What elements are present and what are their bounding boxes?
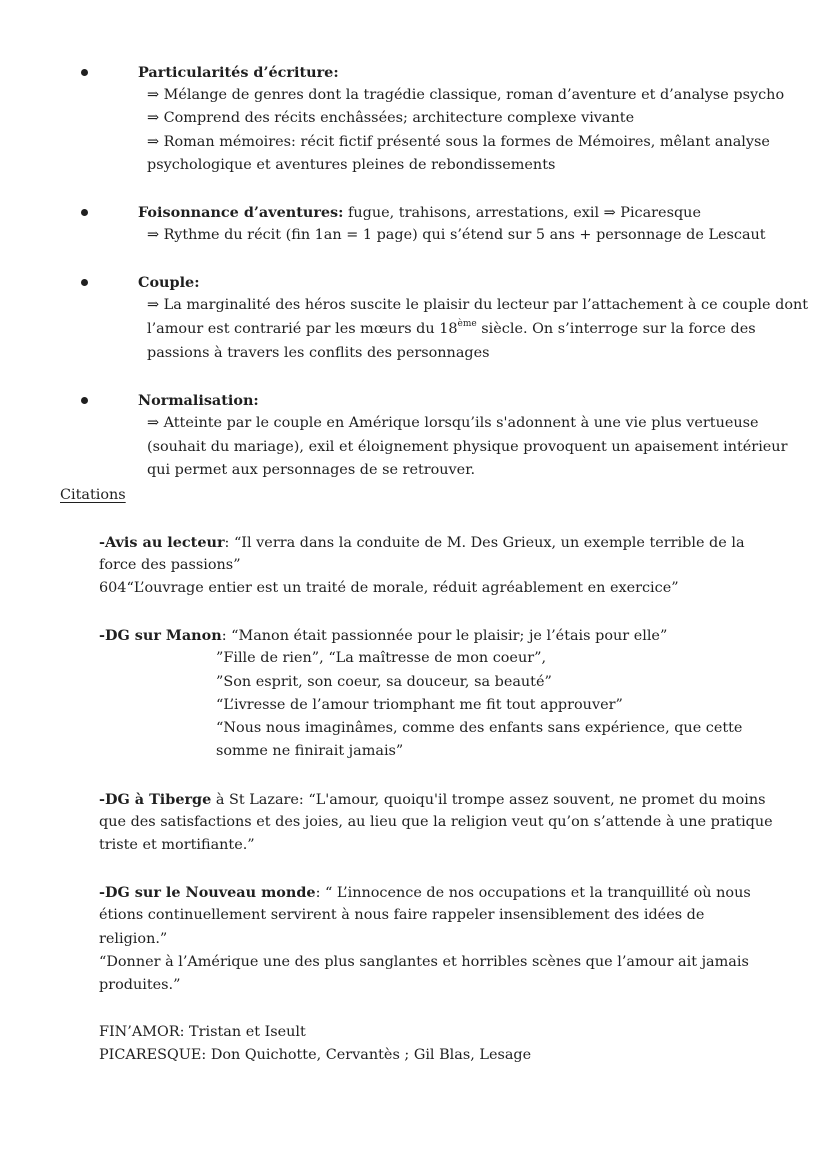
text-fragment: l’amour est contrarié par les mœurs du 18 (147, 321, 458, 337)
bullet-title: Particularités d’écriture: (138, 64, 339, 81)
bullet-dot (81, 209, 88, 216)
citation-line: force des passions” (99, 557, 241, 573)
bullet-dot (81, 279, 88, 286)
citation-quote: somme ne finirait jamais” (216, 743, 404, 759)
citation-label: -DG à Tiberge (99, 791, 212, 808)
text-line: ⇒ Atteinte par le couple en Amérique lorsqu’ils s'adonnent à une vie plus vertueuse (147, 415, 759, 431)
superscript: ème (457, 319, 477, 330)
citation-line (99, 624, 667, 648)
citation-quote: ”Fille de rien”, “La maîtresse de mon coeur”, (216, 650, 547, 666)
citation-quote: “L’ivresse de l’amour triomphant me fit tout approuver” (216, 697, 623, 713)
bullet-title-rest: fugue, trahisons, arrestations, exil ⇒ Picaresque (343, 205, 701, 221)
citation-line: étions continuellement servirent à nous faire rappeler insensiblement des idées de (99, 907, 705, 923)
text-line: ⇒ Rythme du récit (fin 1an = 1 page) qui s’étend sur 5 ans + personnage de Lescaut (147, 227, 766, 243)
citation-line (99, 531, 745, 555)
citation-line (99, 788, 766, 812)
citation-line: “Donner à l’Amérique une des plus sanglantes et horribles scènes que l’amour ait jamais (99, 954, 749, 970)
citation-line: produites.” (99, 977, 181, 993)
text-line: (souhait du mariage), exil et éloignement physique provoquent un apaisement intérieur (147, 439, 788, 455)
citation-line (99, 881, 751, 905)
text-line: ⇒ Comprend des récits enchâssées; architecture complexe vivante (147, 110, 635, 126)
bullet-title: Couple: (138, 274, 200, 291)
citation-quote: “Nous nous imaginâmes, comme des enfants sans expérience, que cette (216, 720, 743, 736)
text-line: ⇒ Mélange de genres dont la tragédie classique, roman d’aventure et d’analyse psycho (147, 87, 785, 103)
bullet-dot (81, 397, 88, 404)
bullet-heading-line (138, 201, 701, 225)
text-line: qui permet aux personnages de se retrouver. (147, 462, 476, 478)
reference-finamor: FIN’AMOR: Tristan et Iseult (99, 1024, 306, 1040)
reference-picaresque: PICARESQUE: Don Quichotte, Cervantès ; Gil Blas, Lesage (99, 1047, 532, 1063)
text-line: ⇒ Roman mémoires: récit fictif présenté sous la formes de Mémoires, mêlant analyse (147, 134, 770, 150)
citation-text: : “Manon était passionnée pour le plaisir; je l’étais pour elle” (221, 628, 668, 644)
citation-label: -DG sur Manon (99, 627, 222, 644)
text-fragment: siècle. On s’interroge sur la force des (476, 321, 756, 337)
citation-text: : “ L’innocence de nos occupations et la tranquillité où nous (315, 885, 751, 901)
citation-text: : “Il verra dans la conduite de M. Des Grieux, un exemple terrible de la (224, 535, 745, 551)
citation-line: 604“L’ouvrage entier est un traité de morale, réduit agréablement en exercice” (99, 580, 679, 596)
section-title-citations: Citations (60, 487, 126, 503)
text-line-with-sup (147, 318, 756, 341)
text-line: ⇒ La marginalité des héros suscite le plaisir du lecteur par l’attachement à ce couple dont (147, 297, 809, 313)
citation-line: triste et mortifiante.” (99, 837, 255, 853)
text-line: passions à travers les conflits des personnages (147, 345, 490, 361)
bullet-title: Normalisation: (138, 392, 259, 409)
citation-text: à St Lazare: “L'amour, quoiqu'il trompe assez souvent, ne promet du moins (211, 792, 766, 808)
citation-quote: ”Son esprit, son coeur, sa douceur, sa beauté” (216, 674, 552, 690)
citation-label: -DG sur le Nouveau monde (99, 884, 316, 901)
text-line: psychologique et aventures pleines de rebondissements (147, 157, 556, 173)
bullet-title: Foisonnance d’aventures: (138, 204, 344, 221)
citation-label: -Avis au lecteur (99, 534, 225, 551)
citation-line: que des satisfactions et des joies, au lieu que la religion veut qu’on s’attende à une pratique (99, 814, 773, 830)
citation-line: religion.” (99, 931, 168, 947)
bullet-dot (81, 69, 88, 76)
